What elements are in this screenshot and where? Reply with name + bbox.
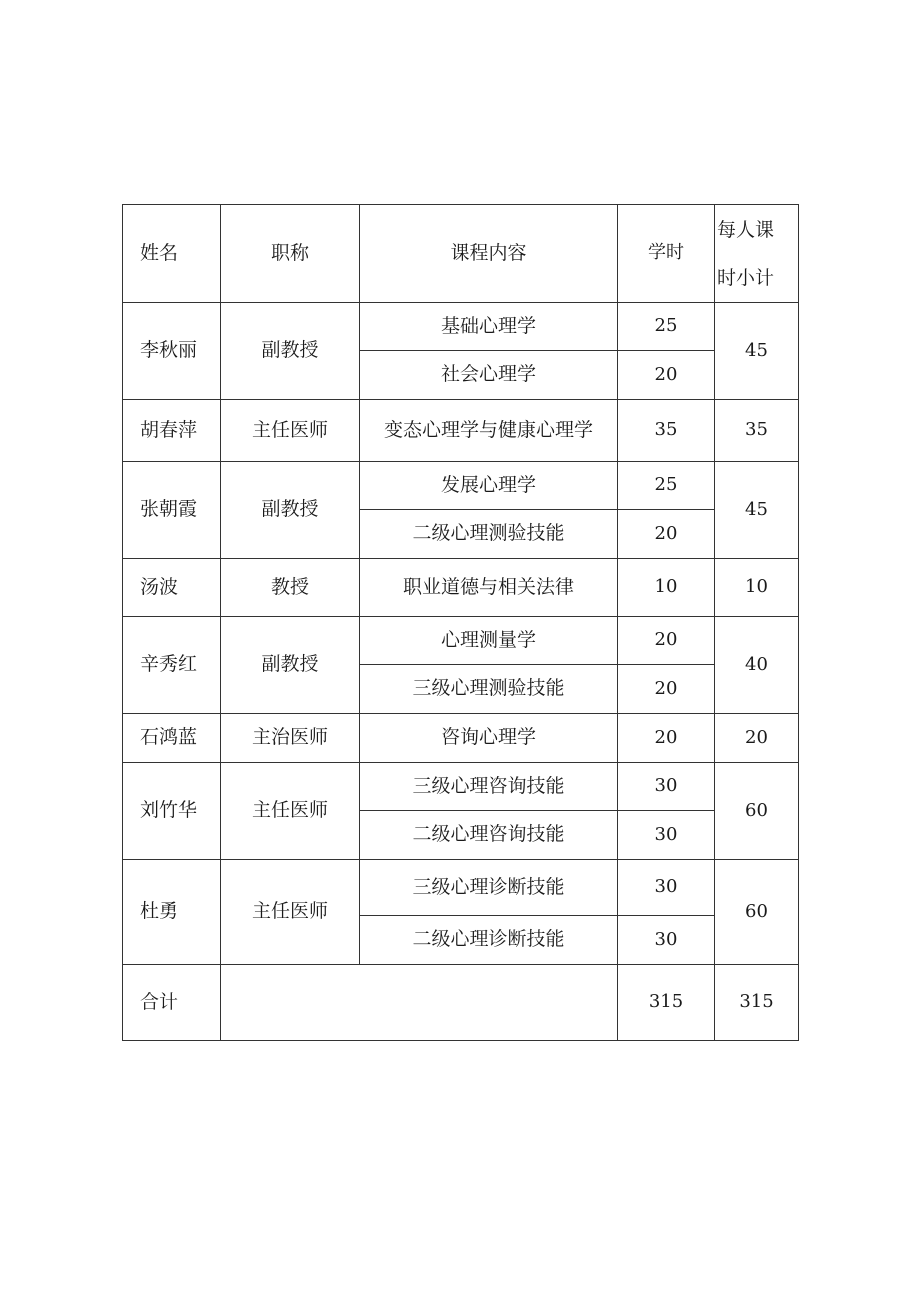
instructor-title: 副教授 [221, 617, 360, 714]
instructor-title: 教授 [221, 559, 360, 617]
instructor-subtotal: 40 [715, 617, 799, 714]
header-name: 姓名 [123, 205, 221, 303]
course-name: 职业道德与相关法律 [360, 559, 618, 617]
total-subtotal: 315 [715, 965, 799, 1041]
instructor-title: 主任医师 [221, 400, 360, 462]
course-name: 基础心理学 [360, 303, 618, 351]
course-name: 三级心理诊断技能 [360, 860, 618, 916]
course-name: 咨询心理学 [360, 714, 618, 763]
table-row [123, 303, 799, 351]
instructor-subtotal: 60 [715, 763, 799, 860]
header-course: 课程内容 [360, 205, 618, 303]
instructor-title: 主任医师 [221, 763, 360, 860]
instructor-subtotal: 60 [715, 860, 799, 965]
course-schedule-table [122, 204, 799, 1041]
instructor-name: 胡春萍 [123, 400, 221, 462]
instructor-subtotal: 20 [715, 714, 799, 763]
instructor-title: 副教授 [221, 462, 360, 559]
course-hours: 30 [618, 811, 715, 860]
instructor-name: 李秋丽 [123, 303, 221, 400]
course-hours: 25 [618, 462, 715, 510]
course-name: 心理测量学 [360, 617, 618, 665]
table-row [123, 714, 799, 763]
course-name: 二级心理诊断技能 [360, 916, 618, 965]
instructor-title: 主治医师 [221, 714, 360, 763]
course-name: 发展心理学 [360, 462, 618, 510]
course-hours: 20 [618, 351, 715, 400]
instructor-title: 主任医师 [221, 860, 360, 965]
instructor-name: 石鸿蓝 [123, 714, 221, 763]
header-subtotal-line2: 时小计 [717, 266, 775, 289]
table-row [123, 559, 799, 617]
course-name: 二级心理咨询技能 [360, 811, 618, 860]
header-subtotal-line1: 每人课 [717, 218, 775, 241]
course-hours: 20 [618, 714, 715, 763]
table-row [123, 400, 799, 462]
table-row [123, 763, 799, 811]
instructor-subtotal: 45 [715, 303, 799, 400]
course-name: 二级心理测验技能 [360, 510, 618, 559]
table-row [123, 462, 799, 510]
course-name: 三级心理咨询技能 [360, 763, 618, 811]
course-hours: 20 [618, 617, 715, 665]
instructor-title: 副教授 [221, 303, 360, 400]
total-row [123, 965, 799, 1041]
course-hours: 30 [618, 860, 715, 916]
course-hours: 20 [618, 665, 715, 714]
course-hours: 30 [618, 916, 715, 965]
instructor-name: 辛秀红 [123, 617, 221, 714]
total-hours: 315 [618, 965, 715, 1041]
instructor-name: 刘竹华 [123, 763, 221, 860]
table-row [123, 617, 799, 665]
course-hours: 20 [618, 510, 715, 559]
course-name: 社会心理学 [360, 351, 618, 400]
total-label: 合计 [123, 965, 221, 1041]
header-row [123, 205, 799, 303]
instructor-subtotal: 35 [715, 400, 799, 462]
course-hours: 30 [618, 763, 715, 811]
course-name: 变态心理学与健康心理学 [360, 400, 618, 462]
instructor-name: 杜勇 [123, 860, 221, 965]
instructor-name: 汤波 [123, 559, 221, 617]
header-hours [618, 205, 715, 303]
course-hours: 10 [618, 559, 715, 617]
instructor-subtotal: 45 [715, 462, 799, 559]
instructor-name: 张朝霞 [123, 462, 221, 559]
course-hours: 35 [618, 400, 715, 462]
instructor-subtotal: 10 [715, 559, 799, 617]
course-name: 三级心理测验技能 [360, 665, 618, 714]
table-row [123, 860, 799, 916]
total-blank [221, 965, 618, 1041]
header-hours-label: 学时 [648, 242, 684, 264]
course-hours: 25 [618, 303, 715, 351]
header-title: 职称 [221, 205, 360, 303]
header-subtotal [715, 205, 799, 303]
